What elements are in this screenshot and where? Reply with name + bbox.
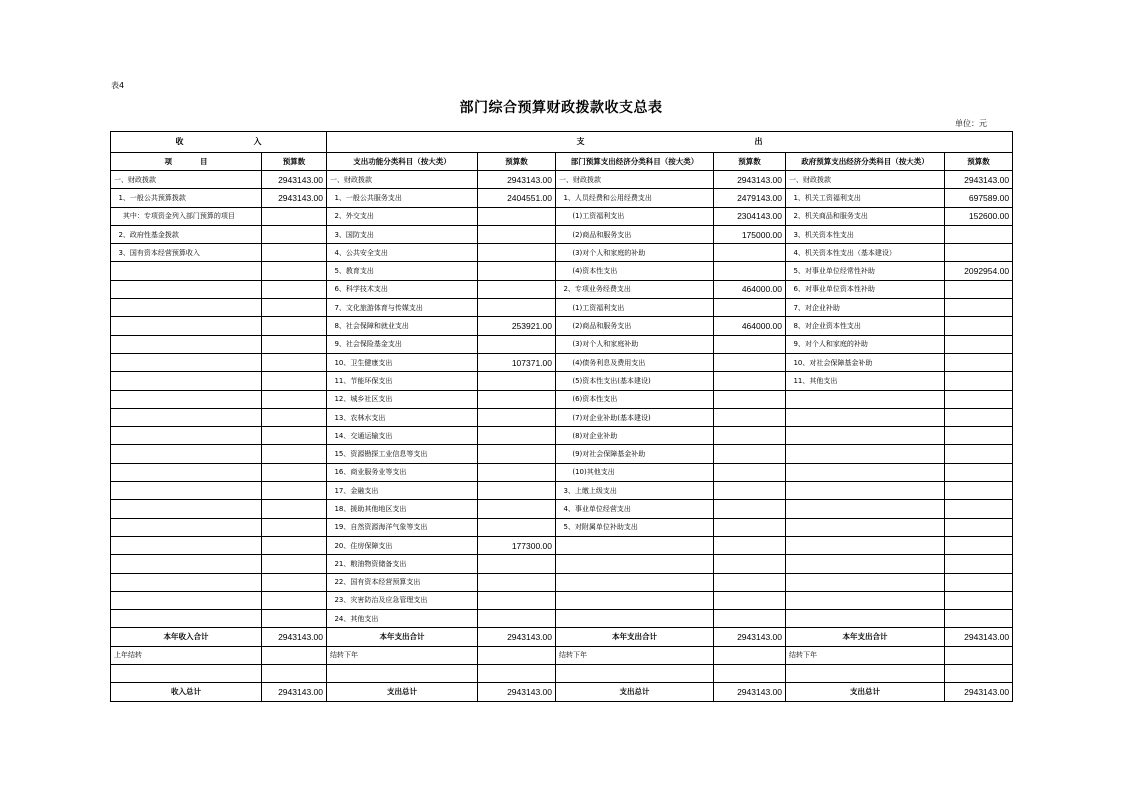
table-body	[111, 171, 1013, 628]
carry-over-row	[111, 646, 1013, 664]
func-item-cell: 17、金融支出	[327, 482, 478, 500]
dept-econ-item-cell: 4、事业单位经营支出	[556, 500, 714, 518]
gov-econ-budget-cell	[945, 591, 1013, 609]
expense-total-dept-value: 2943143.00	[714, 628, 786, 646]
dept-econ-item-cell	[556, 536, 714, 554]
blank-cell	[262, 665, 327, 683]
dept-econ-item-cell: 2、专项业务经费支出	[556, 280, 714, 298]
table-row	[111, 500, 1013, 518]
expense-header	[327, 132, 1013, 153]
col-gov-econ-header: 政府预算支出经济分类科目（按大类）	[786, 153, 945, 171]
grand-expense-label-func: 支出总计	[327, 683, 478, 701]
carry-out-label-func: 结转下年	[327, 646, 478, 664]
table-row	[111, 445, 1013, 463]
func-item-cell: 12、城乡社区支出	[327, 390, 478, 408]
income-item-cell	[111, 573, 262, 591]
income-item-cell	[111, 445, 262, 463]
gov-econ-item-cell	[786, 463, 945, 481]
carry-out-label-gov: 结转下年	[786, 646, 945, 664]
income-budget-cell	[262, 262, 327, 280]
gov-econ-item-cell: 10、对社会保障基金补助	[786, 353, 945, 371]
dept-econ-item-cell: (3)对个人和家庭的补助	[556, 244, 714, 262]
dept-econ-budget-cell	[714, 500, 786, 518]
blank-cell	[556, 665, 714, 683]
dept-econ-budget-cell: 175000.00	[714, 225, 786, 243]
income-item-cell: 其中：专项资金列入部门预算的项目	[111, 207, 262, 225]
dept-econ-budget-cell	[714, 390, 786, 408]
income-item-cell	[111, 610, 262, 628]
gov-econ-budget-cell	[945, 573, 1013, 591]
func-item-cell: 23、灾害防治及应急管理支出	[327, 591, 478, 609]
gov-econ-budget-cell	[945, 610, 1013, 628]
gov-econ-item-cell: 8、对企业资本性支出	[786, 317, 945, 335]
gov-econ-item-cell: 6、对事业单位资本性补助	[786, 280, 945, 298]
annual-total-row	[111, 628, 1013, 646]
gov-econ-budget-cell: 152600.00	[945, 207, 1013, 225]
func-item-cell: 2、外交支出	[327, 207, 478, 225]
gov-econ-budget-cell	[945, 482, 1013, 500]
grand-income-value: 2943143.00	[262, 683, 327, 701]
func-budget-cell	[478, 299, 556, 317]
table-row	[111, 573, 1013, 591]
table-row	[111, 591, 1013, 609]
blank-cell	[945, 665, 1013, 683]
gov-econ-budget-cell	[945, 536, 1013, 554]
gov-econ-item-cell	[786, 482, 945, 500]
gov-econ-budget-cell	[945, 317, 1013, 335]
col-dept-econ-header: 部门预算支出经济分类科目（按大类）	[556, 153, 714, 171]
gov-econ-budget-cell: 697589.00	[945, 189, 1013, 207]
grand-expense-label-dept: 支出总计	[556, 683, 714, 701]
func-budget-cell	[478, 518, 556, 536]
gov-econ-item-cell: 5、对事业单位经常性补助	[786, 262, 945, 280]
gov-econ-budget-cell	[945, 427, 1013, 445]
dept-econ-budget-cell	[714, 591, 786, 609]
func-item-cell: 18、援助其他地区支出	[327, 500, 478, 518]
expense-total-label-func: 本年支出合计	[327, 628, 478, 646]
gov-econ-item-cell	[786, 408, 945, 426]
dept-econ-budget-cell	[714, 573, 786, 591]
dept-econ-item-cell	[556, 591, 714, 609]
dept-econ-budget-cell	[714, 372, 786, 390]
expense-total-gov-value: 2943143.00	[945, 628, 1013, 646]
dept-econ-item-cell: (9)对社会保障基金补助	[556, 445, 714, 463]
gov-econ-item-cell: 3、机关资本性支出	[786, 225, 945, 243]
blank-cell	[714, 665, 786, 683]
gov-econ-budget-cell	[945, 500, 1013, 518]
table-row	[111, 299, 1013, 317]
income-budget-cell	[262, 427, 327, 445]
gov-econ-item-cell: 4、机关资本性支出（基本建设）	[786, 244, 945, 262]
table-number: 表4	[111, 81, 125, 90]
grand-income-label: 收入总计	[111, 683, 262, 701]
gov-econ-item-cell: 7、对企业补助	[786, 299, 945, 317]
dept-econ-item-cell: 3、上缴上级支出	[556, 482, 714, 500]
income-item-cell: 一、财政拨款	[111, 171, 262, 189]
table-row	[111, 372, 1013, 390]
table-row	[111, 171, 1013, 189]
dept-econ-budget-cell	[714, 244, 786, 262]
income-total-value: 2943143.00	[262, 628, 327, 646]
func-budget-cell	[478, 482, 556, 500]
table-row	[111, 390, 1013, 408]
expense-header-char-1: 支	[576, 137, 585, 146]
income-budget-cell	[262, 445, 327, 463]
dept-econ-item-cell	[556, 555, 714, 573]
gov-econ-budget-cell: 2943143.00	[945, 171, 1013, 189]
expense-header-char-2: 出	[754, 137, 763, 146]
col-dept-budget-header: 预算数	[714, 153, 786, 171]
func-budget-cell: 253921.00	[478, 317, 556, 335]
table-row	[111, 317, 1013, 335]
dept-econ-budget-cell: 464000.00	[714, 280, 786, 298]
dept-econ-budget-cell: 2479143.00	[714, 189, 786, 207]
income-item-cell: 3、国有资本经营预算收入	[111, 244, 262, 262]
table-row	[111, 536, 1013, 554]
func-budget-cell	[478, 591, 556, 609]
gov-econ-item-cell	[786, 500, 945, 518]
income-item-cell: 1、一般公共预算拨款	[111, 189, 262, 207]
income-budget-cell	[262, 280, 327, 298]
dept-econ-budget-cell	[714, 299, 786, 317]
table-row	[111, 262, 1013, 280]
func-item-cell: 13、农林水支出	[327, 408, 478, 426]
header-row-2	[111, 153, 1013, 171]
dept-econ-item-cell: (6)资本性支出	[556, 390, 714, 408]
dept-econ-budget-cell	[714, 445, 786, 463]
func-budget-cell	[478, 427, 556, 445]
func-budget-cell	[478, 244, 556, 262]
gov-econ-budget-cell	[945, 244, 1013, 262]
func-item-cell: 11、节能环保支出	[327, 372, 478, 390]
income-item-cell	[111, 317, 262, 335]
gov-econ-item-cell	[786, 427, 945, 445]
dept-econ-item-cell: 5、对附属单位补助支出	[556, 518, 714, 536]
income-header	[111, 132, 327, 153]
func-budget-cell	[478, 555, 556, 573]
func-budget-cell	[478, 445, 556, 463]
table-row	[111, 244, 1013, 262]
col-item-char-1: 项	[164, 156, 172, 166]
income-budget-cell	[262, 335, 327, 353]
income-item-cell	[111, 518, 262, 536]
func-item-cell: 一、财政拨款	[327, 171, 478, 189]
dept-econ-item-cell: (10)其他支出	[556, 463, 714, 481]
income-budget-cell	[262, 536, 327, 554]
carry-out-func-value	[478, 646, 556, 664]
gov-econ-budget-cell	[945, 445, 1013, 463]
col-income-budget-header: 预算数	[262, 153, 327, 171]
func-item-cell: 16、商业服务业等支出	[327, 463, 478, 481]
income-budget-cell	[262, 482, 327, 500]
table-row	[111, 427, 1013, 445]
func-item-cell: 24、其他支出	[327, 610, 478, 628]
dept-econ-budget-cell	[714, 463, 786, 481]
func-item-cell: 5、教育支出	[327, 262, 478, 280]
income-item-cell	[111, 335, 262, 353]
gov-econ-item-cell	[786, 536, 945, 554]
func-budget-cell	[478, 335, 556, 353]
gov-econ-item-cell	[786, 390, 945, 408]
dept-econ-item-cell	[556, 610, 714, 628]
func-budget-cell	[478, 463, 556, 481]
func-budget-cell	[478, 500, 556, 518]
grand-expense-func-value: 2943143.00	[478, 683, 556, 701]
income-budget-cell	[262, 390, 327, 408]
grand-expense-label-gov: 支出总计	[786, 683, 945, 701]
income-budget-cell	[262, 408, 327, 426]
blank-row	[111, 665, 1013, 683]
gov-econ-budget-cell	[945, 353, 1013, 371]
income-item-cell	[111, 280, 262, 298]
table-row	[111, 225, 1013, 243]
table-row	[111, 207, 1013, 225]
func-item-cell: 9、社会保险基金支出	[327, 335, 478, 353]
income-total-label: 本年收入合计	[111, 628, 262, 646]
expense-total-label-gov: 本年支出合计	[786, 628, 945, 646]
dept-econ-item-cell: (2)商品和服务支出	[556, 225, 714, 243]
income-budget-cell	[262, 372, 327, 390]
gov-econ-budget-cell	[945, 555, 1013, 573]
gov-econ-item-cell: 一、财政拨款	[786, 171, 945, 189]
gov-econ-item-cell: 1、机关工资福利支出	[786, 189, 945, 207]
dept-econ-budget-cell: 2304143.00	[714, 207, 786, 225]
income-item-cell	[111, 390, 262, 408]
gov-econ-item-cell	[786, 518, 945, 536]
func-item-cell: 8、社会保障和就业支出	[327, 317, 478, 335]
gov-econ-budget-cell	[945, 518, 1013, 536]
table-row	[111, 555, 1013, 573]
dept-econ-budget-cell	[714, 408, 786, 426]
income-item-cell	[111, 555, 262, 573]
func-item-cell: 15、资源勘探工业信息等支出	[327, 445, 478, 463]
dept-econ-budget-cell	[714, 555, 786, 573]
grand-expense-dept-value: 2943143.00	[714, 683, 786, 701]
dept-econ-budget-cell	[714, 536, 786, 554]
gov-econ-item-cell	[786, 573, 945, 591]
table-row	[111, 280, 1013, 298]
income-budget-cell	[262, 463, 327, 481]
blank-cell	[478, 665, 556, 683]
carry-out-gov-value	[945, 646, 1013, 664]
table-row	[111, 610, 1013, 628]
col-item-header	[111, 153, 262, 171]
func-budget-cell	[478, 408, 556, 426]
dept-econ-budget-cell	[714, 335, 786, 353]
income-item-cell	[111, 591, 262, 609]
dept-econ-item-cell: (2)商品和服务支出	[556, 317, 714, 335]
income-budget-cell	[262, 591, 327, 609]
gov-econ-budget-cell	[945, 463, 1013, 481]
income-item-cell: 2、政府性基金拨款	[111, 225, 262, 243]
income-item-cell	[111, 463, 262, 481]
carry-out-label-dept: 结转下年	[556, 646, 714, 664]
income-item-cell	[111, 299, 262, 317]
gov-econ-item-cell	[786, 445, 945, 463]
func-budget-cell: 107371.00	[478, 353, 556, 371]
gov-econ-item-cell: 9、对个人和家庭的补助	[786, 335, 945, 353]
income-item-cell	[111, 353, 262, 371]
gov-econ-item-cell	[786, 591, 945, 609]
unit-label: 单位：元	[955, 119, 987, 128]
carry-out-dept-value	[714, 646, 786, 664]
dept-econ-budget-cell: 2943143.00	[714, 171, 786, 189]
gov-econ-item-cell: 2、机关商品和服务支出	[786, 207, 945, 225]
income-budget-cell: 2943143.00	[262, 189, 327, 207]
func-item-cell: 22、国有资本经营预算支出	[327, 573, 478, 591]
func-budget-cell	[478, 262, 556, 280]
income-budget-cell	[262, 317, 327, 335]
func-budget-cell	[478, 372, 556, 390]
grand-total-row	[111, 683, 1013, 701]
gov-econ-budget-cell	[945, 372, 1013, 390]
expense-total-func-value: 2943143.00	[478, 628, 556, 646]
func-budget-cell: 2943143.00	[478, 171, 556, 189]
dept-econ-budget-cell	[714, 427, 786, 445]
gov-econ-budget-cell	[945, 390, 1013, 408]
gov-econ-budget-cell: 2092954.00	[945, 262, 1013, 280]
dept-econ-budget-cell	[714, 518, 786, 536]
dept-econ-item-cell: (5)资本性支出(基本建设)	[556, 372, 714, 390]
income-budget-cell: 2943143.00	[262, 171, 327, 189]
col-func-header: 支出功能分类科目（按大类）	[327, 153, 478, 171]
document-title: 部门综合预算财政拨款收支总表	[459, 100, 663, 116]
income-budget-cell	[262, 573, 327, 591]
func-item-cell: 7、文化旅游体育与传媒支出	[327, 299, 478, 317]
func-item-cell: 21、粮油物资储备支出	[327, 555, 478, 573]
func-item-cell: 10、卫生健康支出	[327, 353, 478, 371]
income-budget-cell	[262, 500, 327, 518]
gov-econ-budget-cell	[945, 225, 1013, 243]
func-item-cell: 19、自然资源海洋气象等支出	[327, 518, 478, 536]
dept-econ-item-cell: (8)对企业补助	[556, 427, 714, 445]
dept-econ-budget-cell	[714, 353, 786, 371]
income-item-cell	[111, 536, 262, 554]
col-item-char-2: 目	[200, 156, 208, 166]
income-header-char-2: 入	[253, 137, 262, 146]
func-item-cell: 4、公共安全支出	[327, 244, 478, 262]
gov-econ-budget-cell	[945, 335, 1013, 353]
header-row-1	[111, 132, 1013, 153]
func-budget-cell	[478, 280, 556, 298]
gov-econ-budget-cell	[945, 299, 1013, 317]
table-row	[111, 335, 1013, 353]
dept-econ-item-cell: 1、人员经费和公用经费支出	[556, 189, 714, 207]
income-item-cell	[111, 427, 262, 445]
budget-summary-table	[110, 131, 1013, 702]
income-item-cell	[111, 262, 262, 280]
income-budget-cell	[262, 518, 327, 536]
income-item-cell	[111, 500, 262, 518]
dept-econ-item-cell: (1)工资福利支出	[556, 299, 714, 317]
dept-econ-budget-cell	[714, 262, 786, 280]
table-row	[111, 518, 1013, 536]
table-row	[111, 353, 1013, 371]
gov-econ-item-cell	[786, 555, 945, 573]
func-item-cell: 14、交通运输支出	[327, 427, 478, 445]
income-budget-cell	[262, 207, 327, 225]
table-row	[111, 482, 1013, 500]
income-item-cell	[111, 408, 262, 426]
income-budget-cell	[262, 244, 327, 262]
dept-econ-item-cell: (3)对个人和家庭补助	[556, 335, 714, 353]
gov-econ-budget-cell	[945, 280, 1013, 298]
income-budget-cell	[262, 610, 327, 628]
func-item-cell: 6、科学技术支出	[327, 280, 478, 298]
func-item-cell: 3、国防支出	[327, 225, 478, 243]
dept-econ-item-cell: (4)债务利息及费用支出	[556, 353, 714, 371]
grand-expense-gov-value: 2943143.00	[945, 683, 1013, 701]
col-gov-budget-header: 预算数	[945, 153, 1013, 171]
func-budget-cell	[478, 207, 556, 225]
func-budget-cell	[478, 390, 556, 408]
gov-econ-item-cell	[786, 610, 945, 628]
gov-econ-budget-cell	[945, 408, 1013, 426]
func-budget-cell	[478, 610, 556, 628]
table-row	[111, 408, 1013, 426]
dept-econ-budget-cell	[714, 610, 786, 628]
table-row	[111, 463, 1013, 481]
dept-econ-item-cell: (1)工资福利支出	[556, 207, 714, 225]
carry-in-value	[262, 646, 327, 664]
func-budget-cell	[478, 225, 556, 243]
dept-econ-item-cell: (4)资本性支出	[556, 262, 714, 280]
income-header-char-1: 收	[175, 137, 184, 146]
func-item-cell: 20、住房保障支出	[327, 536, 478, 554]
income-item-cell	[111, 482, 262, 500]
income-budget-cell	[262, 353, 327, 371]
dept-econ-budget-cell	[714, 482, 786, 500]
blank-cell	[786, 665, 945, 683]
income-budget-cell	[262, 555, 327, 573]
dept-econ-item-cell: (7)对企业补助(基本建设)	[556, 408, 714, 426]
blank-cell	[327, 665, 478, 683]
table-row	[111, 189, 1013, 207]
dept-econ-item-cell: 一、财政拨款	[556, 171, 714, 189]
func-budget-cell	[478, 573, 556, 591]
func-budget-cell: 2404551.00	[478, 189, 556, 207]
func-item-cell: 1、一般公共服务支出	[327, 189, 478, 207]
income-budget-cell	[262, 299, 327, 317]
income-budget-cell	[262, 225, 327, 243]
dept-econ-item-cell	[556, 573, 714, 591]
carry-in-label: 上年结转	[111, 646, 262, 664]
gov-econ-item-cell: 11、其他支出	[786, 372, 945, 390]
income-item-cell	[111, 372, 262, 390]
blank-cell	[111, 665, 262, 683]
dept-econ-budget-cell: 464000.00	[714, 317, 786, 335]
func-budget-cell: 177300.00	[478, 536, 556, 554]
expense-total-label-dept: 本年支出合计	[556, 628, 714, 646]
col-func-budget-header: 预算数	[478, 153, 556, 171]
